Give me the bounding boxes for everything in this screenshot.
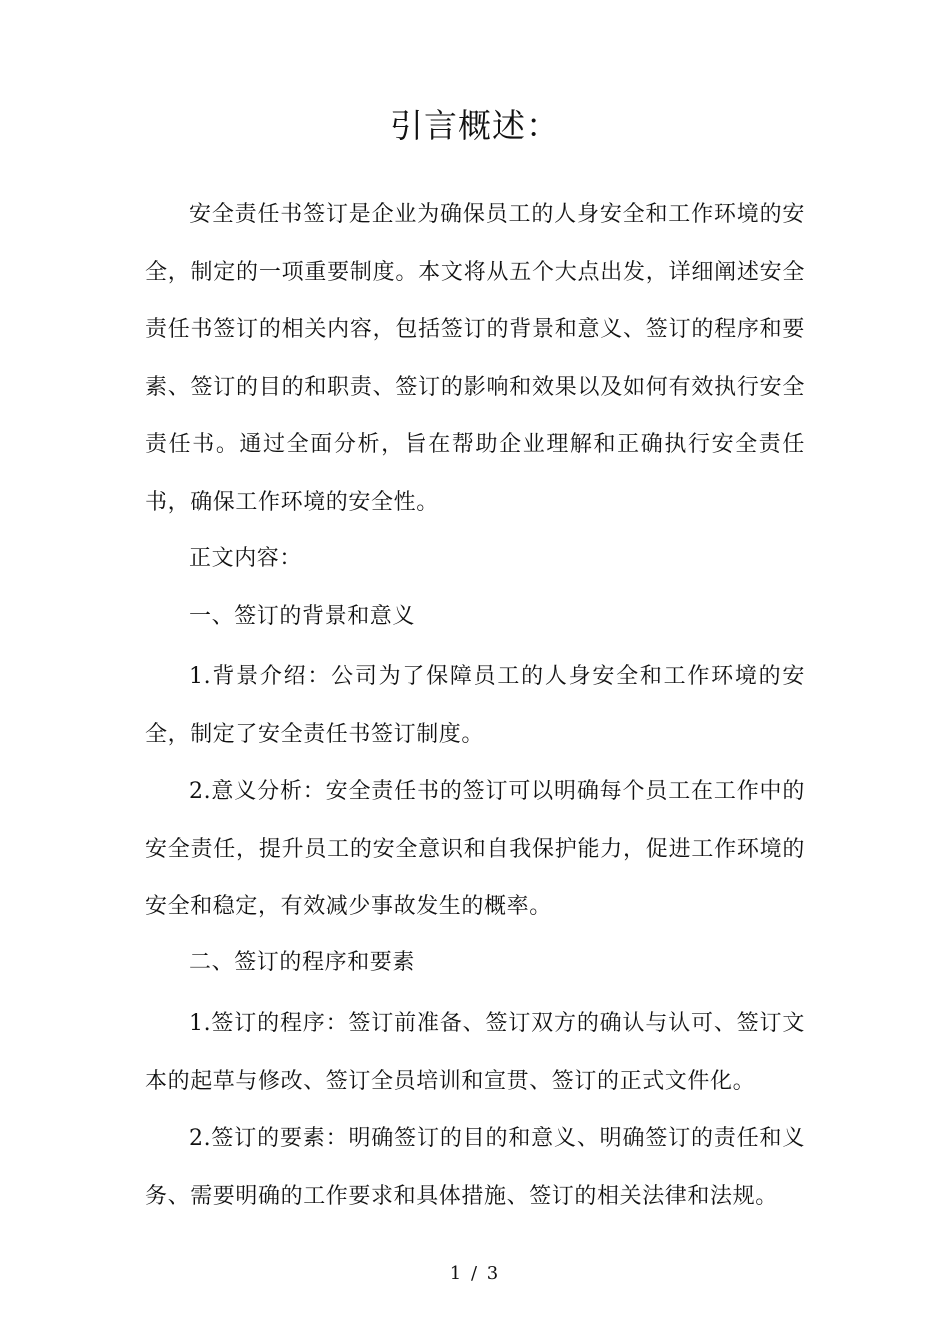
section-2-item-1: 1.签订的程序：签订前准备、签订双方的确认与认可、签订文本的起草与修改、签订全员培训和宣贯、签订的正式文件化。 xyxy=(145,1011,805,1094)
body-heading-block xyxy=(145,530,805,588)
section-1-heading: 一、签订的背景和意义 xyxy=(189,604,416,629)
section-2-heading-block xyxy=(145,934,805,992)
section-1-item-2: 2.意义分析：安全责任书的签订可以明确每个员工在工作中的安全责任，提升员工的安全意识和自我保护能力，促进工作环境的安全和稳定，有效减少事故发生的概率。 xyxy=(145,779,805,919)
section-1-item-2-block xyxy=(145,763,805,936)
document-body xyxy=(145,186,805,531)
section-2-heading: 二、签订的程序和要素 xyxy=(189,950,416,975)
document-title: 引言概述： xyxy=(390,106,560,145)
body-heading: 正文内容： xyxy=(189,546,303,571)
section-2-item-2-block xyxy=(145,1110,805,1225)
section-1-heading-block xyxy=(145,588,805,646)
intro-paragraph: 安全责任书签订是企业为确保员工的人身安全和工作环境的安全，制定的一项重要制度。本文将从五个大点出发，详细阐述安全责任书签订的相关内容，包括签订的背景和意义、签订的程序和要素、签订的目的和职责、签订的影响和效果以及如何有效执行安全责任书。通过全面分析，旨在帮助企业理解和正确执行安全责任书，确保工作环境的安全性。 xyxy=(145,202,805,515)
page-number: 1 / 3 xyxy=(449,1263,501,1284)
section-1-item-1-block xyxy=(145,648,805,763)
section-1-item-1: 1.背景介绍：公司为了保障员工的人身安全和工作环境的安全，制定了安全责任书签订制度。 xyxy=(145,664,805,747)
section-2-item-1-block xyxy=(145,995,805,1110)
section-2-item-2: 2.签订的要素：明确签订的目的和意义、明确签订的责任和义务、需要明确的工作要求和具体措施、签订的相关法律和法规。 xyxy=(145,1126,805,1209)
